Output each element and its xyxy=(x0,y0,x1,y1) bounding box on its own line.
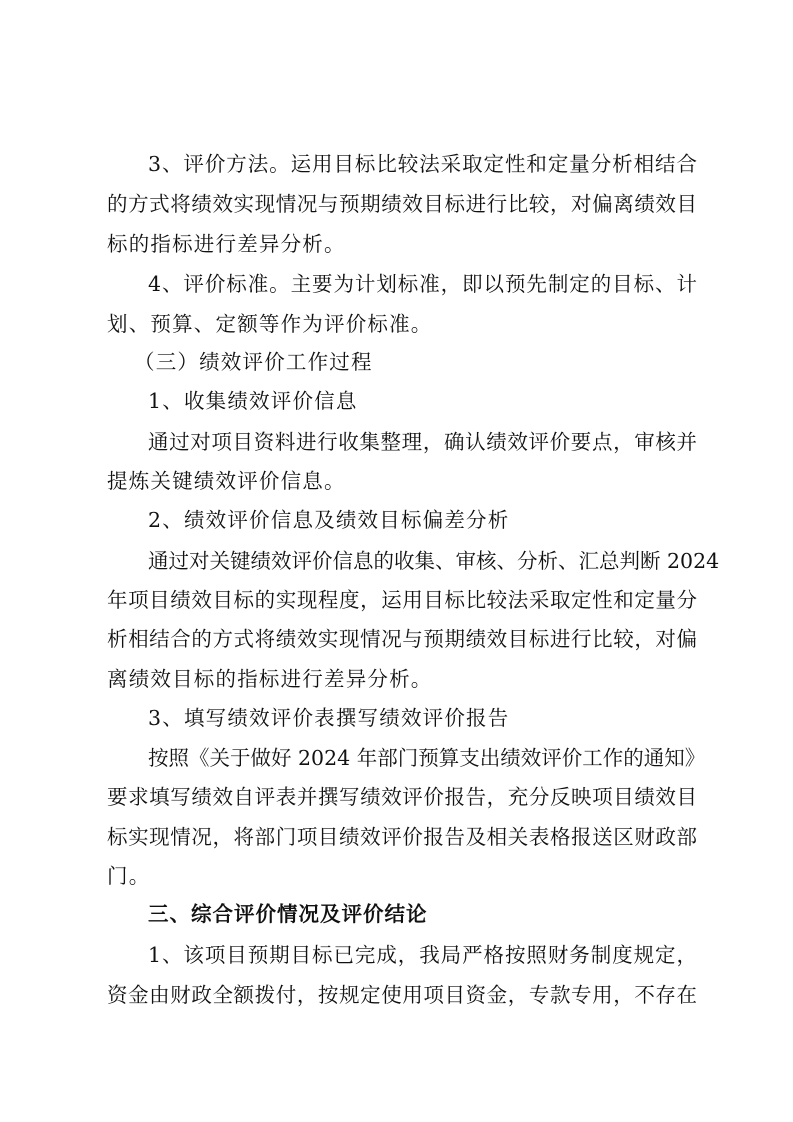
sub-heading-2: 2、绩效评价信息及绩效目标偏差分析 xyxy=(148,508,510,532)
section-heading-three: （三）绩效评价工作过程 xyxy=(134,350,373,374)
paragraph-line: 提炼关键绩效评价信息。 xyxy=(107,469,346,493)
paragraph-line: 年项目绩效目标的实现程度，运用目标比较法采取定性和定量分 xyxy=(107,588,697,612)
paragraph-line: 标实现情况，将部门项目绩效评价报告及相关表格报送区财政部 xyxy=(107,825,697,849)
paragraph-line: 资金由财政全额拨付，按规定使用项目资金，专款专用，不存在 xyxy=(107,983,697,1007)
paragraph-line: 析相结合的方式将绩效实现情况与预期绩效目标进行比较，对偏 xyxy=(107,627,697,651)
paragraph-line: 通过对关键绩效评价信息的收集、审核、分析、汇总判断 2024 xyxy=(148,549,720,573)
paragraph-line: 划、预算、定额等作为评价标准。 xyxy=(107,312,433,336)
sub-heading-1: 1、收集绩效评价信息 xyxy=(148,389,358,413)
paragraph-line: 离绩效目标的指标进行差异分析。 xyxy=(107,667,433,691)
paragraph-line: 1、该项目预期目标已完成，我局严格按照财务制度规定， xyxy=(148,943,697,967)
paragraph-line: 标的指标进行差异分析。 xyxy=(107,232,346,256)
paragraph-line: 通过对项目资料进行收集整理，确认绩效评价要点，审核并 xyxy=(148,430,697,454)
paragraph-line: 按照《关于做好 2024 年部门预算支出绩效评价工作的通知》 xyxy=(148,746,706,770)
paragraph-line: 4、评价标准。主要为计划标准，即以预先制定的目标、计 xyxy=(148,272,697,296)
paragraph-line: 要求填写绩效自评表并撰写绩效评价报告，充分反映项目绩效目 xyxy=(107,785,697,809)
paragraph-line: 的方式将绩效实现情况与预期绩效目标进行比较，对偏离绩效目 xyxy=(107,192,697,216)
sub-heading-3: 3、填写绩效评价表撰写绩效评价报告 xyxy=(148,706,510,730)
paragraph-line: 门。 xyxy=(107,864,151,888)
paragraph-line: 3、评价方法。运用目标比较法采取定性和定量分析相结合 xyxy=(148,152,697,176)
section-heading-conclusion: 三、综合评价情况及评价结论 xyxy=(148,902,428,926)
